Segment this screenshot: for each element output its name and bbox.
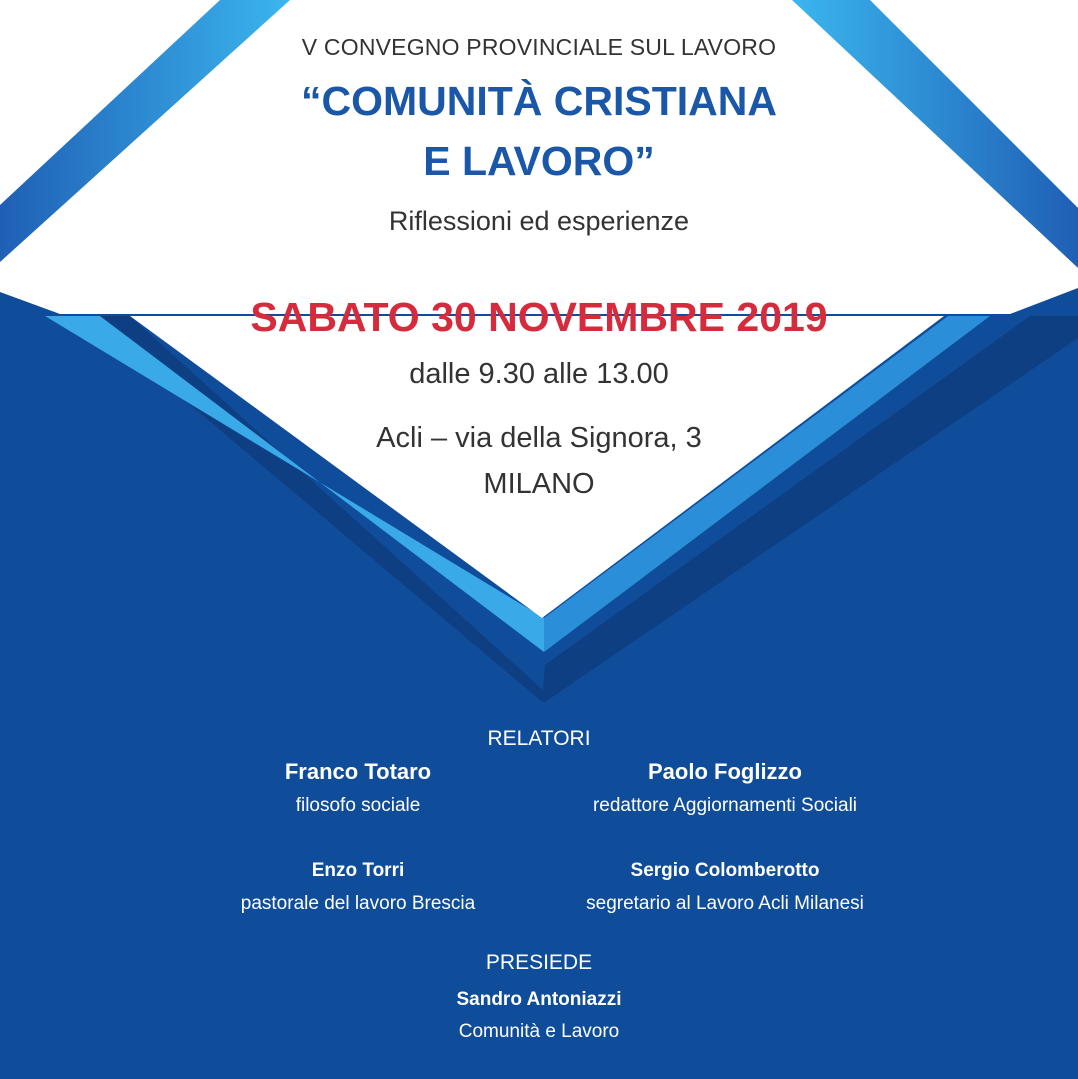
- relatori-heading: RELATORI: [487, 727, 591, 750]
- speaker-role: redattore Aggiornamenti Sociali: [592, 795, 858, 816]
- speaker-name: Sergio Colomberotto: [630, 860, 820, 881]
- speaker-name: Paolo Foglizzo: [648, 759, 802, 784]
- speaker-name: Enzo Torri: [311, 860, 405, 881]
- event-time: dalle 9.30 alle 13.00: [409, 358, 669, 390]
- convegno-subtitle: V CONVEGNO PROVINCIALE SUL LAVORO: [301, 34, 777, 60]
- tagline: Riflessioni ed esperienze: [388, 206, 690, 236]
- speaker-role: filosofo sociale: [295, 795, 421, 816]
- chair-name: Sandro Antoniazzi: [456, 989, 622, 1010]
- main-title-line1: “COMUNITÀ CRISTIANA: [300, 78, 778, 124]
- chair-role: Comunità e Lavoro: [458, 1021, 620, 1042]
- speaker-name: Franco Totaro: [284, 759, 432, 784]
- main-title-line2: E LAVORO”: [423, 138, 655, 184]
- speaker-role: pastorale del lavoro Brescia: [240, 893, 476, 914]
- presiede-heading: PRESIEDE: [485, 951, 593, 974]
- speaker-role: segretario al Lavoro Acli Milanesi: [586, 893, 864, 914]
- event-city: MILANO: [483, 468, 595, 500]
- event-venue: Acli – via della Signora, 3: [376, 422, 702, 454]
- event-date: SABATO 30 NOVEMBRE 2019: [250, 294, 828, 340]
